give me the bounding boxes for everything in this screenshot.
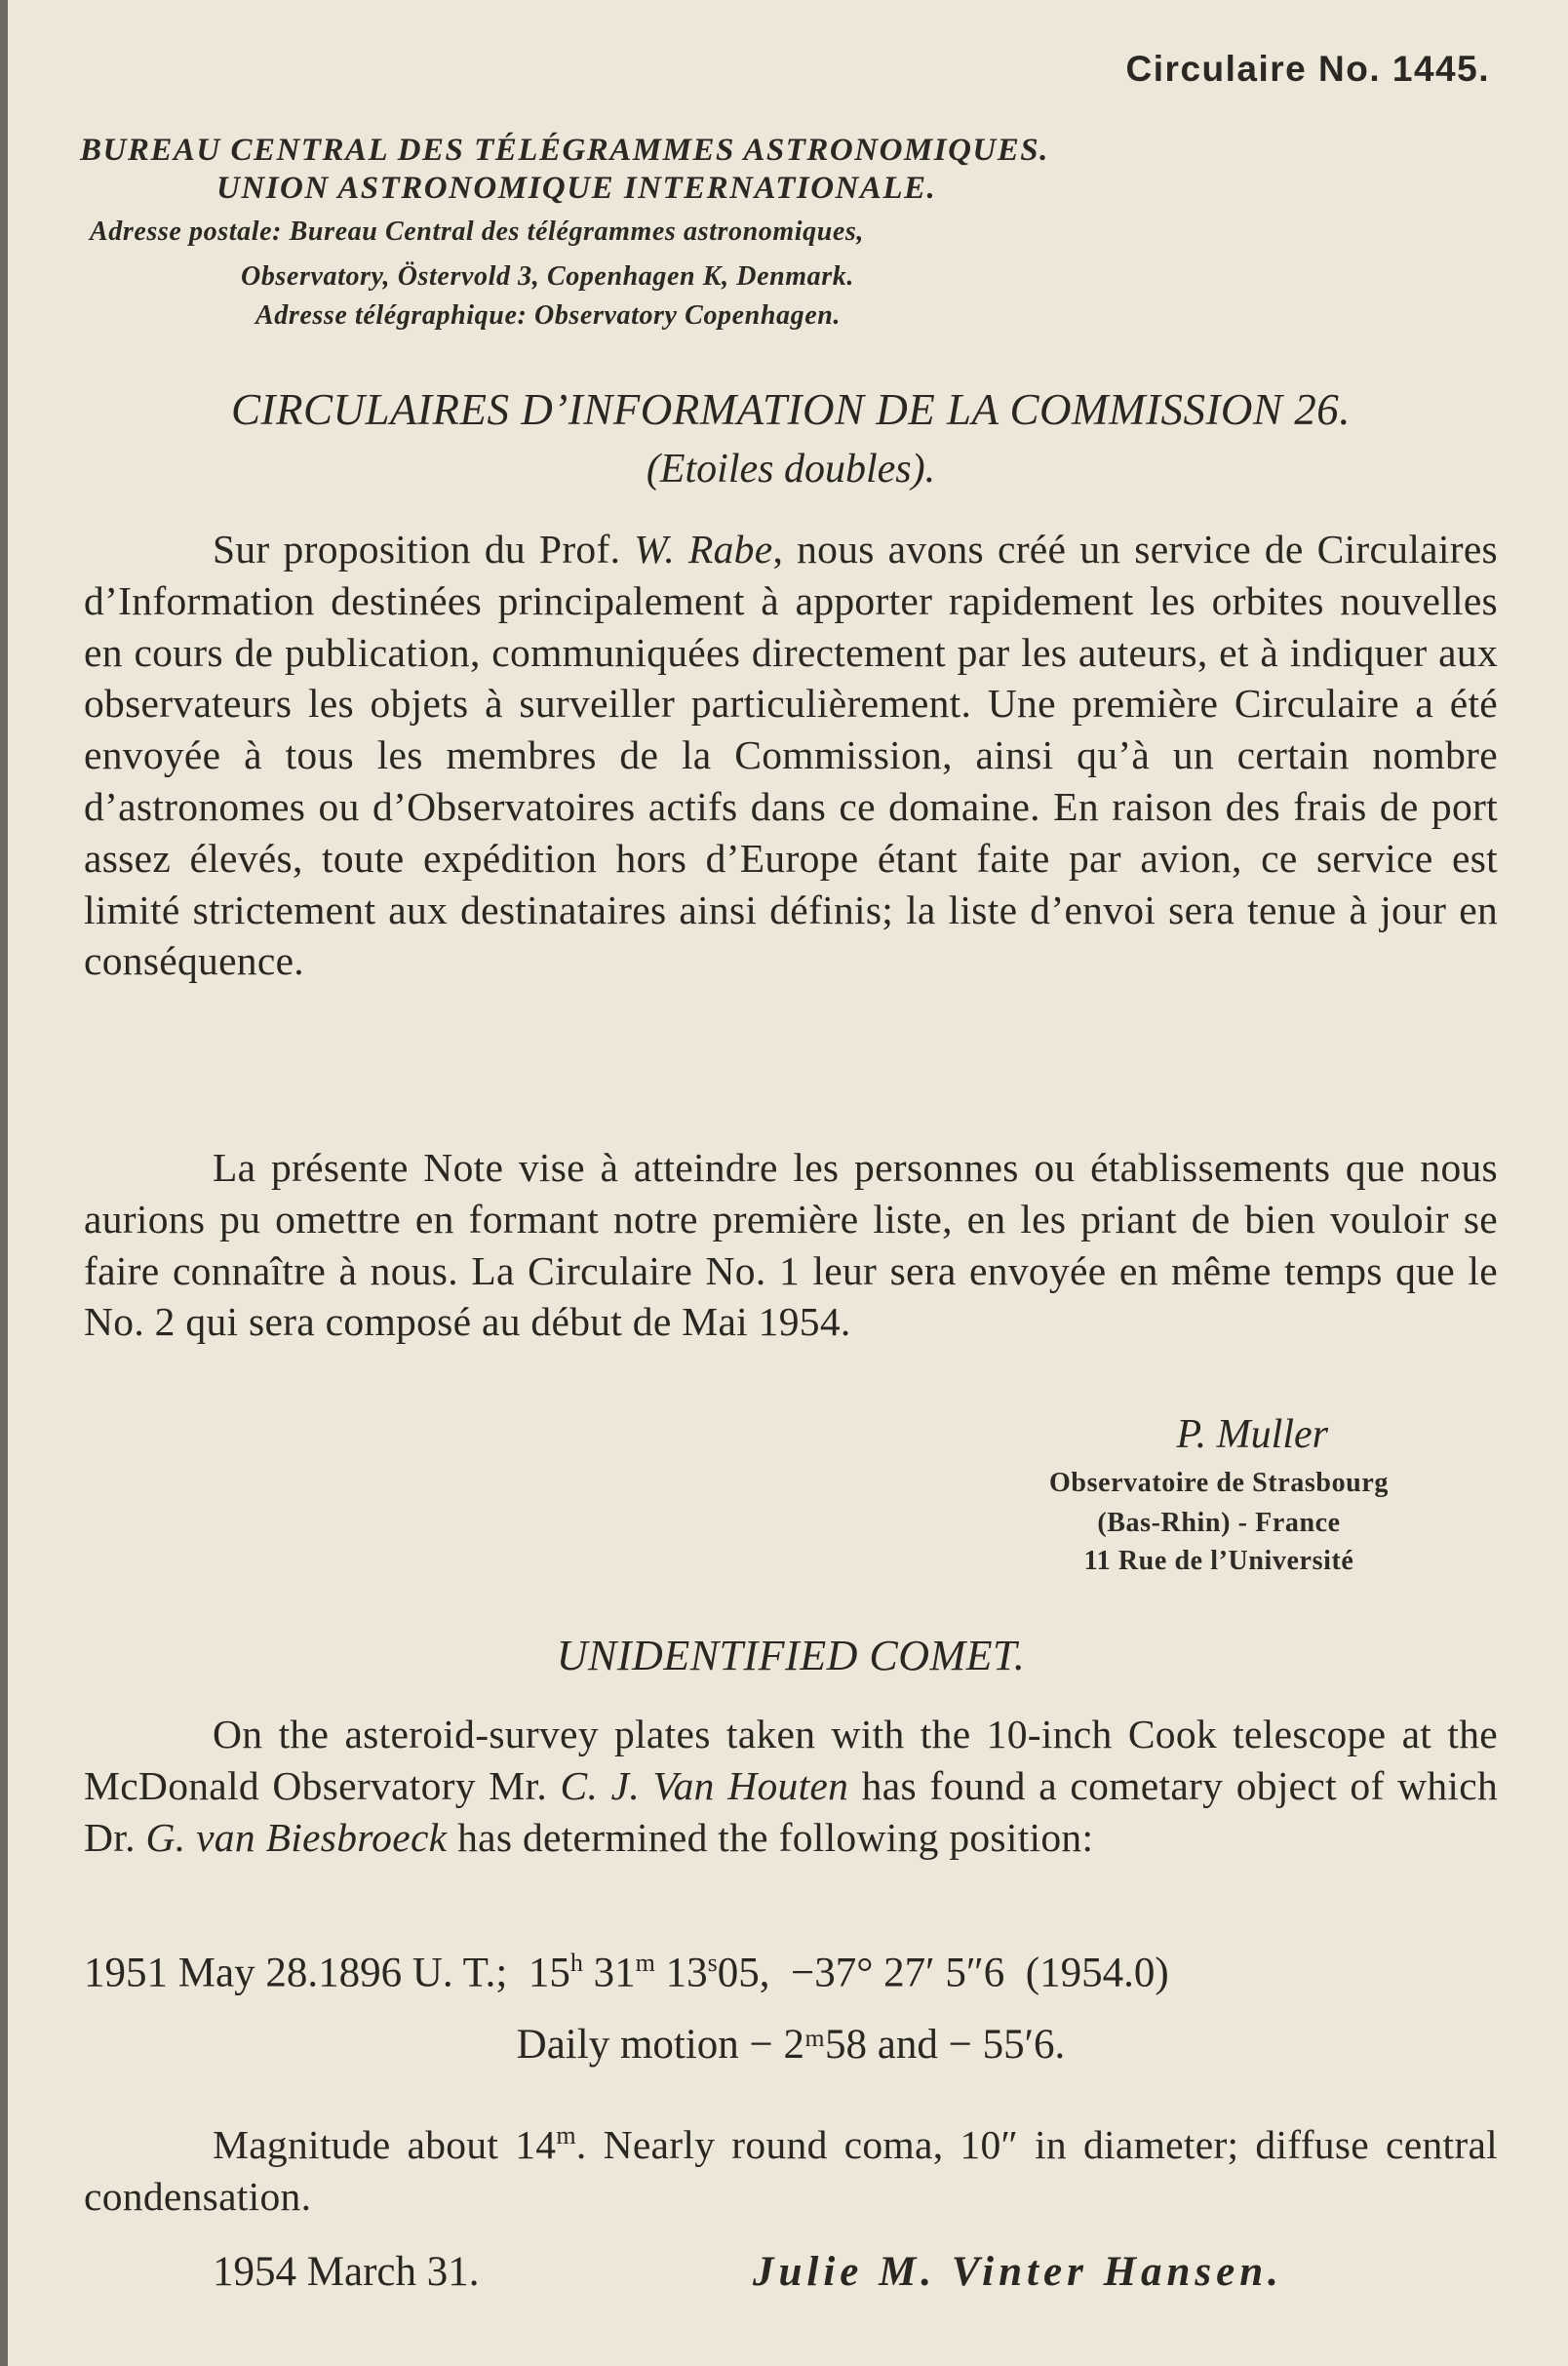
address-line-3: 11 Rue de l’Université [1083, 1546, 1354, 1576]
signature-vinter-hansen: Julie M. Vinter Hansen. [753, 2249, 1283, 2295]
address-line-1: Observatoire de Strasbourg [1049, 1468, 1389, 1498]
address-line-2: (Bas-Rhin) - France [1097, 1508, 1341, 1538]
observer-name: G. van Biesbroeck [145, 1814, 448, 1860]
paragraph-commission-2: La présente Note vise à atteindre les personnes ou établissements que nous aurions pu omettre en formant notre première liste, en les priant de bien vouloir se faire connaître à nous. La Circulaire No. 1 leur sera envoyée en même temps que le No. 2 qui sera composé au début de Mai 1954. [84, 1145, 1498, 1345]
section-title-comet: UNIDENTIFIED COMET. [556, 1632, 1026, 1679]
paragraph-comet-2: Magnitude about 14$^m$. Nearly round coma, 10″ in diameter; diffuse central condensation. [84, 2121, 1499, 2219]
paragraph-comet-1: On the asteroid-survey plates taken with the 10-inch Cook telescope at the McDonald Observatory Mr. C. J. Van Houten has found a cometary object of which Dr. G. van Biesbroeck has determined the following position: [84, 1712, 1498, 1860]
circular-number: Circulaire No. 1445. [1125, 49, 1490, 89]
circular-page: Circulaire No. 1445. BUREAU CENTRAL DES TÉLÉGRAMMES ASTRONOMIQUES. UNION ASTRONOMIQUE INTERNATIONALE. Adresse postale: Bureau Central des télégrammes astronomiques, Observatory, Östervold 3, Copenhagen K, Denmark. Adresse télégraphique: Observatory Copenhagen. CIRCULAIRES D’INFORMATION DE LA COMMISSION 26. (Etoiles doubles). Sur proposition du Prof. W. Rabe, nous avons créé un service de Circulaires d’Information destinées principalement à apporter rapidement les orbites nouvelles en cours de publication, communiquées directement par les auteurs, et à indiquer aux observateurs les objets à surveiller particulièrement. Une première Circulaire a été envoyée à tous les membres de la Commission, ainsi qu’à un certain nombre d’astronomes ou d’Observatoires actifs dans ce domaine. En raison des frais de port assez élevés, toute expédition hors d’Europe étant faite par avion, ce service est limité strictement aux destinataires ainsi définis; la liste d’envoi sera tenue à jour en conséquence. La présente Note vise à atteindre les personnes ou établissements que nous aurions pu omettre en formant notre première liste, en les priant de bien vouloir se faire connaître à nous. La Circulaire No. 1 leur sera envoyée en même temps que le No. 2 qui sera composé au début de Mai 1954. P. Muller Observatoire de Strasbourg (Bas-Rhin) - France 11 Rue de l’Université UNIDENTIFIED COMET. On the asteroid-survey plates taken with the 10-inch Cook telescope at the McDonald Observatory Mr. C. J. Van Houten has found a cometary object of which Dr. G. van Biesbroeck has determined the following position: 1951 May 28.1896 U. T.; 15$^h$ 31$^m$ 13$^s$05, −37° 27′ 5″6 (1954.0) Daily motion − 2ᵐ58 and − 55′6. Magnitude about 14$^m$. Nearly round coma, 10″ in diameter; diffuse central condensation. 1954 March 31. Julie M. Vinter Hansen. [0, 0, 1568, 2366]
signature-muller: P. Muller [1176, 1412, 1328, 1457]
position-line: 1951 May 28.1896 U. T.; 15$^h$ 31$^m$ 13$^s$05, −37° 27′ 5″6 (1954.0) [84, 1949, 1169, 1996]
page-left-edge [0, 0, 8, 2366]
discoverer-name: C. J. Van Houten [560, 1762, 849, 1808]
paragraph-commission-1: Sur proposition du Prof. W. Rabe, nous avons créé un service de Circulaires d’Information destinées principalement à apporter rapidement les orbites nouvelles en cours de publication, communiquées directement par les auteurs, et à indiquer aux observateurs les objets à surveiller particulièrement. Une première Circulaire a été envoyée à tous les membres de la Commission, ainsi qu’à un certain nombre d’astronomes ou d’Observatoires actifs dans ce domaine. En raison des frais de port assez élevés, toute expédition hors d’Europe étant faite par avion, ce service est limité strictement aux destinataires ainsi définis; la liste d’envoi sera tenue à jour en conséquence. [84, 527, 1498, 984]
section-subtitle: (Etoiles doubles). [646, 447, 936, 492]
issue-date: 1954 March 31. [213, 2249, 480, 2295]
daily-motion: Daily motion − 2ᵐ58 and − 55′6. [516, 2022, 1066, 2068]
section-title-commission: CIRCULAIRES D’INFORMATION DE LA COMMISSION 26. [231, 385, 1351, 434]
person-name: W. Rabe [634, 527, 773, 572]
